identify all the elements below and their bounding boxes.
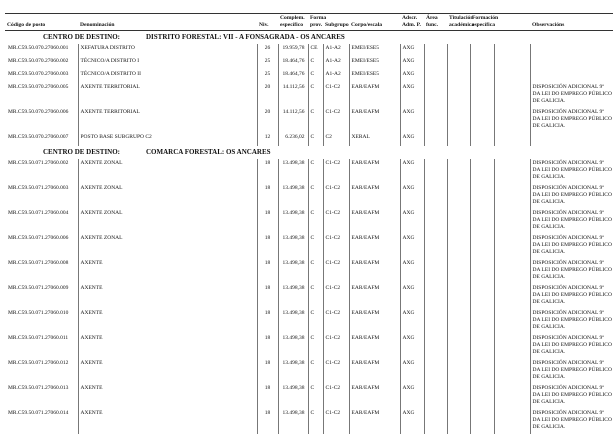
cell-corpo: EAR/EAFM [349,359,400,384]
col-header-obs [530,14,613,31]
cell-complem: 13.498,38 [278,409,308,434]
position-row [5,359,613,384]
cell-adscr: AXG [400,259,424,284]
cell-niv: 18 [257,384,278,409]
cell-obs: DISPOSICIÓN ADICIONAL 9ª DA LEI DO EMPREGO PÚBLICO DE GALICIA. [530,83,613,108]
position-row [5,384,613,409]
cell-area [424,334,447,359]
cell-code: MR.C59.50.071.27060.010 [8,309,69,316]
cell-formacion [470,159,494,184]
cell-forma: C [308,309,323,334]
cell-complem: 18.464,76 [278,57,308,70]
cell-complem: 13.498,38 [278,234,308,259]
cell-forma: C [308,133,323,146]
col-header-denom-line2: Denominación [80,21,115,28]
cell-area [424,359,447,384]
cell-adscr: AXG [400,44,424,57]
cell-spacer [494,44,530,57]
cell-corpo: EAR/EAFM [349,384,400,409]
cell-code: MR.C59.50.070.27060.003 [8,70,69,77]
cell-denom: AXENTE TERRITORIAL [78,83,257,108]
cell-complem: 13.498,38 [278,334,308,359]
cell-complem: 6.236,02 [278,133,308,146]
col-header-forma-line1: Forma [310,15,327,21]
cell-corpo: EAR/EAFM [349,309,400,334]
cell-subgrupo: A1-A2 [323,44,349,57]
position-row [5,309,613,334]
position-row [5,284,613,309]
col-header-subgrupo [323,14,349,31]
cell-area [424,409,447,434]
cell-area [424,44,447,57]
cell-subgrupo: C1-C2 [323,108,349,133]
cell-spacer [494,184,530,209]
section-header-row [5,30,613,44]
cell-adscr: AXG [400,234,424,259]
cell-obs [530,70,613,83]
cell-formacion [470,57,494,70]
centro-de-destino-label: CENTRO DE DESTINO: [43,32,121,41]
cell-code: MR.C59.50.070.27060.007 [8,133,69,140]
cell-corpo: EAR/EAFM [349,108,400,133]
cell-corpo: EAR/EAFM [349,234,400,259]
col-header-adscr [400,14,424,31]
header-row [5,14,613,31]
cell-formacion [470,259,494,284]
cell-adscr: AXG [400,70,424,83]
cell-obs: DISPOSICIÓN ADICIONAL 9ª DA LEI DO EMPREGO PÚBLICO DE GALICIA. [530,334,613,359]
cell-code: MR.C59.50.070.27060.002 [8,57,69,64]
positions-table [5,13,613,434]
cell-subgrupo: C1-C2 [323,284,349,309]
section-title: DISTRITO FORESTAL: VII - A FONSAGRADA - OS ANCARES [146,32,345,41]
cell-titulacion [447,234,470,259]
cell-obs: DISPOSICIÓN ADICIONAL 9ª DA LEI DO EMPREGO PÚBLICO DE GALICIA. [530,234,613,259]
cell-denom: TÉCNICO/A DISTRITO I [78,57,257,70]
table-body [5,30,613,434]
cell-obs: DISPOSICIÓN ADICIONAL 9ª DA LEI DO EMPREGO PÚBLICO DE GALICIA. [530,209,613,234]
cell-obs: DISPOSICIÓN ADICIONAL 9ª DA LEI DO EMPREGO PÚBLICO DE GALICIA. [530,384,613,409]
cell-code: MR.C59.50.071.27060.011 [8,334,69,341]
cell-forma: C [308,259,323,284]
cell-denom: TÉCNICO/A DISTRITO II [78,70,257,83]
cell-spacer [494,209,530,234]
cell-corpo: EMEI/ESE5 [349,70,400,83]
cell-denom: AXENTE ZONAL [78,234,257,259]
cell-forma: C [308,409,323,434]
cell-complem: 13.498,38 [278,209,308,234]
position-row [5,44,613,57]
cell-titulacion [447,259,470,284]
cell-denom: AXENTE ZONAL [78,209,257,234]
col-header-adscr-line2: Adm. P. [402,21,421,28]
cell-code: MR.C59.50.071.27060.013 [8,384,69,391]
position-row [5,184,613,209]
cell-adscr: AXG [400,159,424,184]
section-header-cell [5,30,613,44]
cell-niv: 12 [257,133,278,146]
col-header-denom [78,14,257,31]
cell-forma: C [308,284,323,309]
col-header-corpo [349,14,400,31]
cell-forma: C [308,70,323,83]
cell-subgrupo: C1-C2 [323,259,349,284]
cell-subgrupo: A1-A2 [323,70,349,83]
cell-corpo: EAR/EAFM [349,409,400,434]
col-header-formacion [470,14,499,31]
cell-obs: DISPOSICIÓN ADICIONAL 9ª DA LEI DO EMPREGO PÚBLICO DE GALICIA. [530,108,613,133]
cell-subgrupo: C1-C2 [323,234,349,259]
position-row [5,159,613,184]
cell-adscr: AXG [400,83,424,108]
cell-corpo: EAR/EAFM [349,284,400,309]
cell-obs [530,44,613,57]
cell-denom: XEFATURA DISTRITO [78,44,257,57]
cell-formacion [470,359,494,384]
cell-formacion [470,234,494,259]
cell-titulacion [447,44,470,57]
cell-spacer [494,133,530,146]
col-header-forma [308,14,327,31]
cell-niv: 18 [257,409,278,434]
cell-formacion [470,409,494,434]
cell-code: MR.C59.50.071.27060.014 [8,409,69,416]
section-title: COMARCA FORESTAL: OS ANCARES [146,147,271,156]
cell-corpo: XERAL [349,133,400,146]
section-header-cell [5,146,613,159]
col-header-niv-line2: Niv. [259,21,269,28]
position-row [5,108,613,133]
cell-forma: C [308,334,323,359]
cell-subgrupo: C2 [323,133,349,146]
cell-area [424,159,447,184]
cell-titulacion [447,83,470,108]
position-row [5,259,613,284]
cell-titulacion [447,108,470,133]
col-header-code [5,14,78,31]
cell-adscr: AXG [400,309,424,334]
cell-area [424,309,447,334]
col-header-complem-line1: Complem. [280,15,305,21]
section-header-row [5,146,613,159]
cell-niv: 18 [257,309,278,334]
cell-area [424,108,447,133]
cell-adscr: AXG [400,184,424,209]
cell-subgrupo: C1-C2 [323,184,349,209]
cell-titulacion [447,184,470,209]
cell-code: MR.C59.50.071.27060.012 [8,359,69,366]
col-header-titulacion-line2: académica [449,21,475,28]
col-header-niv [257,14,278,31]
cell-titulacion [447,334,470,359]
cell-denom: AXENTE ZONAL [78,184,257,209]
cell-complem: 18.464,76 [278,70,308,83]
table-header [5,14,613,31]
cell-area [424,209,447,234]
cell-titulacion [447,409,470,434]
cell-niv: 18 [257,334,278,359]
cell-spacer [494,359,530,384]
cell-denom: AXENTE [78,359,257,384]
cell-area [424,70,447,83]
cell-denom: POSTO BASE SUBGRUPO C2 [78,133,257,146]
cell-niv: 18 [257,284,278,309]
cell-obs: DISPOSICIÓN ADICIONAL 9ª DA LEI DO EMPREGO PÚBLICO DE GALICIA. [530,259,613,284]
cell-corpo: EAR/EAFM [349,159,400,184]
cell-spacer [494,334,530,359]
cell-obs: DISPOSICIÓN ADICIONAL 9ª DA LEI DO EMPREGO PÚBLICO DE GALICIA. [530,284,613,309]
position-row [5,133,613,146]
cell-adscr: AXG [400,209,424,234]
col-header-subgrupo-line2: Subgrupo [325,21,349,28]
cell-formacion [470,309,494,334]
col-header-corpo-line2: Corpo/escala [351,21,383,28]
col-header-complem-line2: específico [280,21,303,28]
cell-adscr: AXG [400,284,424,309]
cell-formacion [470,334,494,359]
position-row [5,57,613,70]
cell-obs: DISPOSICIÓN ADICIONAL 9ª DA LEI DO EMPREGO PÚBLICO DE GALICIA. [530,309,613,334]
cell-formacion [470,184,494,209]
cell-subgrupo: A1-A2 [323,57,349,70]
cell-titulacion [447,359,470,384]
cell-area [424,234,447,259]
cell-complem: 14.112,56 [278,108,308,133]
centro-de-destino-label: CENTRO DE DESTINO: [43,147,121,156]
cell-denom: AXENTE ZONAL [78,159,257,184]
col-header-adscr-line1: Adscr. [402,15,418,21]
cell-spacer [494,159,530,184]
cell-obs [530,57,613,70]
cell-niv: 20 [257,108,278,133]
cell-code: MR.C59.50.071.27060.009 [8,284,69,291]
cell-adscr: AXG [400,334,424,359]
cell-denom: AXENTE [78,334,257,359]
cell-complem: 13.498,38 [278,384,308,409]
cell-code: MR.C59.50.071.27060.008 [8,259,69,266]
cell-titulacion [447,133,470,146]
cell-denom: AXENTE [78,259,257,284]
cell-complem: 13.498,38 [278,159,308,184]
cell-corpo: EAR/EAFM [349,83,400,108]
position-row [5,409,613,434]
col-header-formacion-line2: específica [472,21,495,28]
cell-obs: DISPOSICIÓN ADICIONAL 9ª DA LEI DO EMPREGO PÚBLICO DE GALICIA. [530,359,613,384]
cell-titulacion [447,209,470,234]
position-row [5,234,613,259]
cell-formacion [470,83,494,108]
cell-niv: 18 [257,234,278,259]
cell-complem: 19.959,78 [278,44,308,57]
cell-titulacion [447,384,470,409]
cell-spacer [494,309,530,334]
col-header-spacer-line2 [496,23,529,29]
position-row [5,83,613,108]
col-header-obs-line2: Observacións [532,21,565,28]
cell-denom: AXENTE [78,409,257,434]
cell-corpo: EMEI/ESE5 [349,57,400,70]
cell-subgrupo: C1-C2 [323,359,349,384]
col-header-area [424,14,447,31]
cell-titulacion [447,159,470,184]
cell-subgrupo: C1-C2 [323,159,349,184]
cell-niv: 18 [257,209,278,234]
cell-corpo: EAR/EAFM [349,259,400,284]
cell-spacer [494,284,530,309]
cell-denom: AXENTE TERRITORIAL [78,108,257,133]
cell-formacion [470,209,494,234]
cell-subgrupo: C1-C2 [323,209,349,234]
cell-forma: C [308,159,323,184]
cell-adscr: AXG [400,359,424,384]
cell-adscr: AXG [400,409,424,434]
cell-area [424,57,447,70]
cell-obs: DISPOSICIÓN ADICIONAL 9ª DA LEI DO EMPREGO PÚBLICO DE GALICIA. [530,409,613,434]
cell-forma: CE [308,44,323,57]
cell-spacer [494,70,530,83]
cell-formacion [470,384,494,409]
cell-niv: 18 [257,159,278,184]
cell-area [424,133,447,146]
col-header-area-line1: Área [426,15,438,21]
cell-corpo: EAR/EAFM [349,184,400,209]
cell-area [424,284,447,309]
col-header-complem [278,14,308,31]
cell-formacion [470,284,494,309]
cell-complem: 13.498,38 [278,184,308,209]
col-header-area-line2: func. [426,21,438,28]
cell-corpo: EMEI/ESE5 [349,44,400,57]
cell-code: MR.C59.50.071.27060.004 [8,209,69,216]
cell-subgrupo: C1-C2 [323,409,349,434]
cell-forma: C [308,209,323,234]
position-row [5,209,613,234]
cell-forma: C [308,234,323,259]
cell-adscr: AXG [400,57,424,70]
cell-corpo: EAR/EAFM [349,334,400,359]
cell-code: MR.C59.50.071.27060.006 [8,234,69,241]
cell-corpo: EAR/EAFM [349,209,400,234]
cell-code: MR.C59.50.070.27060.001 [8,44,69,51]
cell-complem: 14.112,56 [278,83,308,108]
cell-niv: 25 [257,70,278,83]
cell-subgrupo: C1-C2 [323,384,349,409]
col-header-titulacion-line1: Titulación [449,15,474,21]
cell-subgrupo: C1-C2 [323,309,349,334]
cell-formacion [470,44,494,57]
col-header-titulacion [447,14,475,31]
cell-complem: 13.498,38 [278,259,308,284]
cell-niv: 26 [257,44,278,57]
cell-formacion [470,108,494,133]
cell-titulacion [447,284,470,309]
cell-forma: C [308,83,323,108]
cell-forma: C [308,108,323,133]
cell-niv: 25 [257,57,278,70]
cell-obs: DISPOSICIÓN ADICIONAL 9ª DA LEI DO EMPREGO PÚBLICO DE GALICIA. [530,184,613,209]
cell-area [424,83,447,108]
cell-complem: 13.498,38 [278,359,308,384]
cell-forma: C [308,359,323,384]
cell-forma: C [308,384,323,409]
cell-formacion [470,133,494,146]
cell-adscr: AXG [400,133,424,146]
cell-area [424,184,447,209]
cell-niv: 18 [257,359,278,384]
cell-spacer [494,384,530,409]
cell-subgrupo: C1-C2 [323,83,349,108]
cell-spacer [494,234,530,259]
cell-adscr: AXG [400,108,424,133]
cell-titulacion [447,57,470,70]
cell-denom: AXENTE [78,309,257,334]
cell-code: MR.C59.50.070.27060.005 [8,83,69,90]
cell-titulacion [447,309,470,334]
cell-denom: AXENTE [78,284,257,309]
col-header-code-line2: Código de posto [7,21,46,28]
cell-spacer [494,83,530,108]
cell-obs: DISPOSICIÓN ADICIONAL 9ª DA LEI DO EMPREGO PÚBLICO DE GALICIA. [530,159,613,184]
cell-niv: 18 [257,184,278,209]
cell-complem: 13.498,38 [278,309,308,334]
cell-formacion [470,70,494,83]
col-header-formacion-line1: Formación [472,15,499,21]
cell-forma: C [308,57,323,70]
cell-spacer [494,409,530,434]
cell-niv: 18 [257,259,278,284]
cell-complem: 13.498,38 [278,284,308,309]
cell-spacer [494,259,530,284]
cell-obs [530,133,613,146]
col-header-spacer [494,14,530,31]
col-header-forma-line2: prov. [310,21,323,28]
cell-code: MR.C59.50.070.27060.006 [8,108,69,115]
cell-denom: AXENTE [78,384,257,409]
position-row [5,70,613,83]
cell-area [424,259,447,284]
cell-area [424,384,447,409]
cell-code: MR.C59.50.071.27060.002 [8,159,69,166]
cell-spacer [494,57,530,70]
position-row [5,334,613,359]
cell-titulacion [447,70,470,83]
cell-subgrupo: C1-C2 [323,334,349,359]
cell-forma: C [308,184,323,209]
cell-niv: 20 [257,83,278,108]
cell-adscr: AXG [400,384,424,409]
cell-spacer [494,108,530,133]
cell-code: MR.C59.50.071.27060.003 [8,184,69,191]
